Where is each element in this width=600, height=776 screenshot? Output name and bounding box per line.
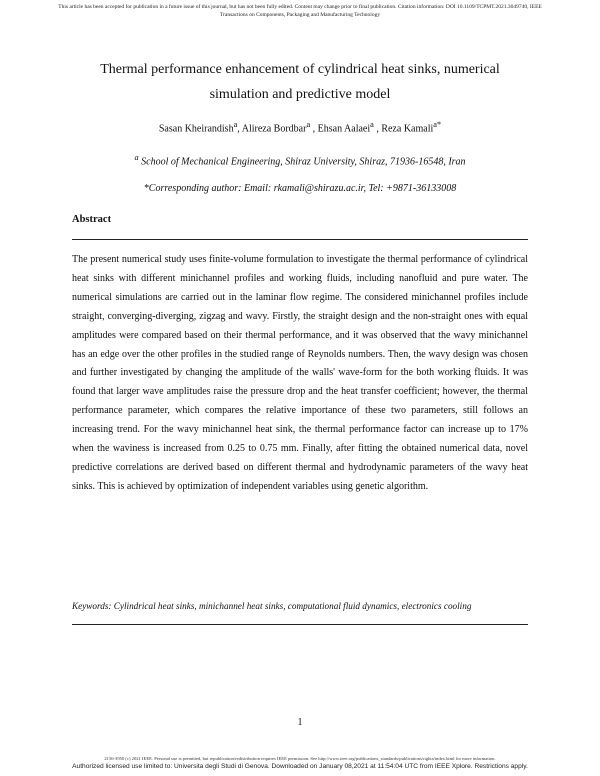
author-list [40,118,560,136]
affiliation-text: School of Mechanical Engineering, Shiraz University, Shiraz, 71936-16548, Iran [138,156,466,168]
publication-notice [10,3,590,19]
abstract-top-rule [72,239,528,240]
affiliation-mark: a [134,153,139,162]
publication-notice-line2: Transactions on Components, Packaging and Manufacturing Technology [219,12,381,18]
abstract-heading: Abstract [72,214,112,225]
author-affiliation-mark: a [233,120,238,129]
footer-license: 2156-3950 (c) 2021 IEEE. Personal use is permitted, but republication/redistribution requires IEEE permission. See http://www.ieee.org/publications_standards/publications/rights/index.html for more information. [104,756,496,761]
paper-title-line2: simulation and predictive model [209,87,391,102]
author-separator: , [310,123,318,135]
footer-authorized-use: Authorized licensed use limited to: Universita degli Studi di Genova. Downloaded on January 08,2021 at 11:54:04 UTC from IEEE Xplore. Restrictions apply. [72,763,528,770]
abstract-bottom-rule [72,624,528,625]
corresponding-author: *Corresponding author: Email: rkamali@shirazu.ac.ir, Tel: +9871-36133008 [143,183,457,194]
abstract-text: The present numerical study uses finite-volume formulation to investigate the thermal performance of cylindrical heat sinks with different minichannel profiles and working fluids, including nanofluid and pure water. The numerical simulations are carried out in the laminar flow regime. The considered minichannel profiles include straight, converging-diverging, zigzag and wavy. Firstly, the straight design and the non-straight ones with equal amplitudes were compared based on their thermal performance, and it was observed that the wavy minichannel has an edge over the other profiles in the studied range of Reynolds numbers. Then, the wavy design was chosen and further investigated by changing the amplitude of the walls' wave-form for the both working fluids. It was found that larger wave amplitudes raise the pressure drop and the heat transfer coefficient; however, the thermal performance parameter, which compares the relative importance of these two parameters, still follows an increasing trend. For the wavy minichannel heat sink, the thermal performance factor can increase up to 17% when the waviness is increased from 0.25 to 0.75 mm. Finally, after fitting the obtained numerical data, novel predictive correlations are derived based on different thermal and hydrodynamic parameters of the wavy heat sinks. This is achieved by optimization of independent variables using genetic algorithm. [72,254,528,492]
affiliation [40,151,560,169]
author-affiliation-mark: a [370,120,374,129]
publication-notice-line1: This article has been accepted for publication in a future issue of this journal, but has not been fully edited. Content may change prior to final publication. Citation information: DOI 10.1109/TCPMT.2021.3049740, IEEE [58,4,542,10]
author-name: Sasan Kheirandish [158,123,234,135]
keywords: Keywords: Cylindrical heat sinks, minichannel heat sinks, computational fluid dynamics, electronics cooling [72,601,472,611]
paper-title-line1: Thermal performance enhancement of cylindrical heat sinks, numerical [100,62,500,77]
author-affiliation-mark: a* [433,120,442,129]
paper-title [40,57,560,107]
page-number: 1 [297,717,303,728]
author-affiliation-mark: a [306,120,311,129]
author-separator: , [237,123,242,135]
author-name: Reza Kamali [381,123,434,135]
author-name: Ehsan Aalaei [317,123,371,135]
author-separator: , [373,123,382,135]
author-name: Alireza Bordbar [241,123,307,135]
